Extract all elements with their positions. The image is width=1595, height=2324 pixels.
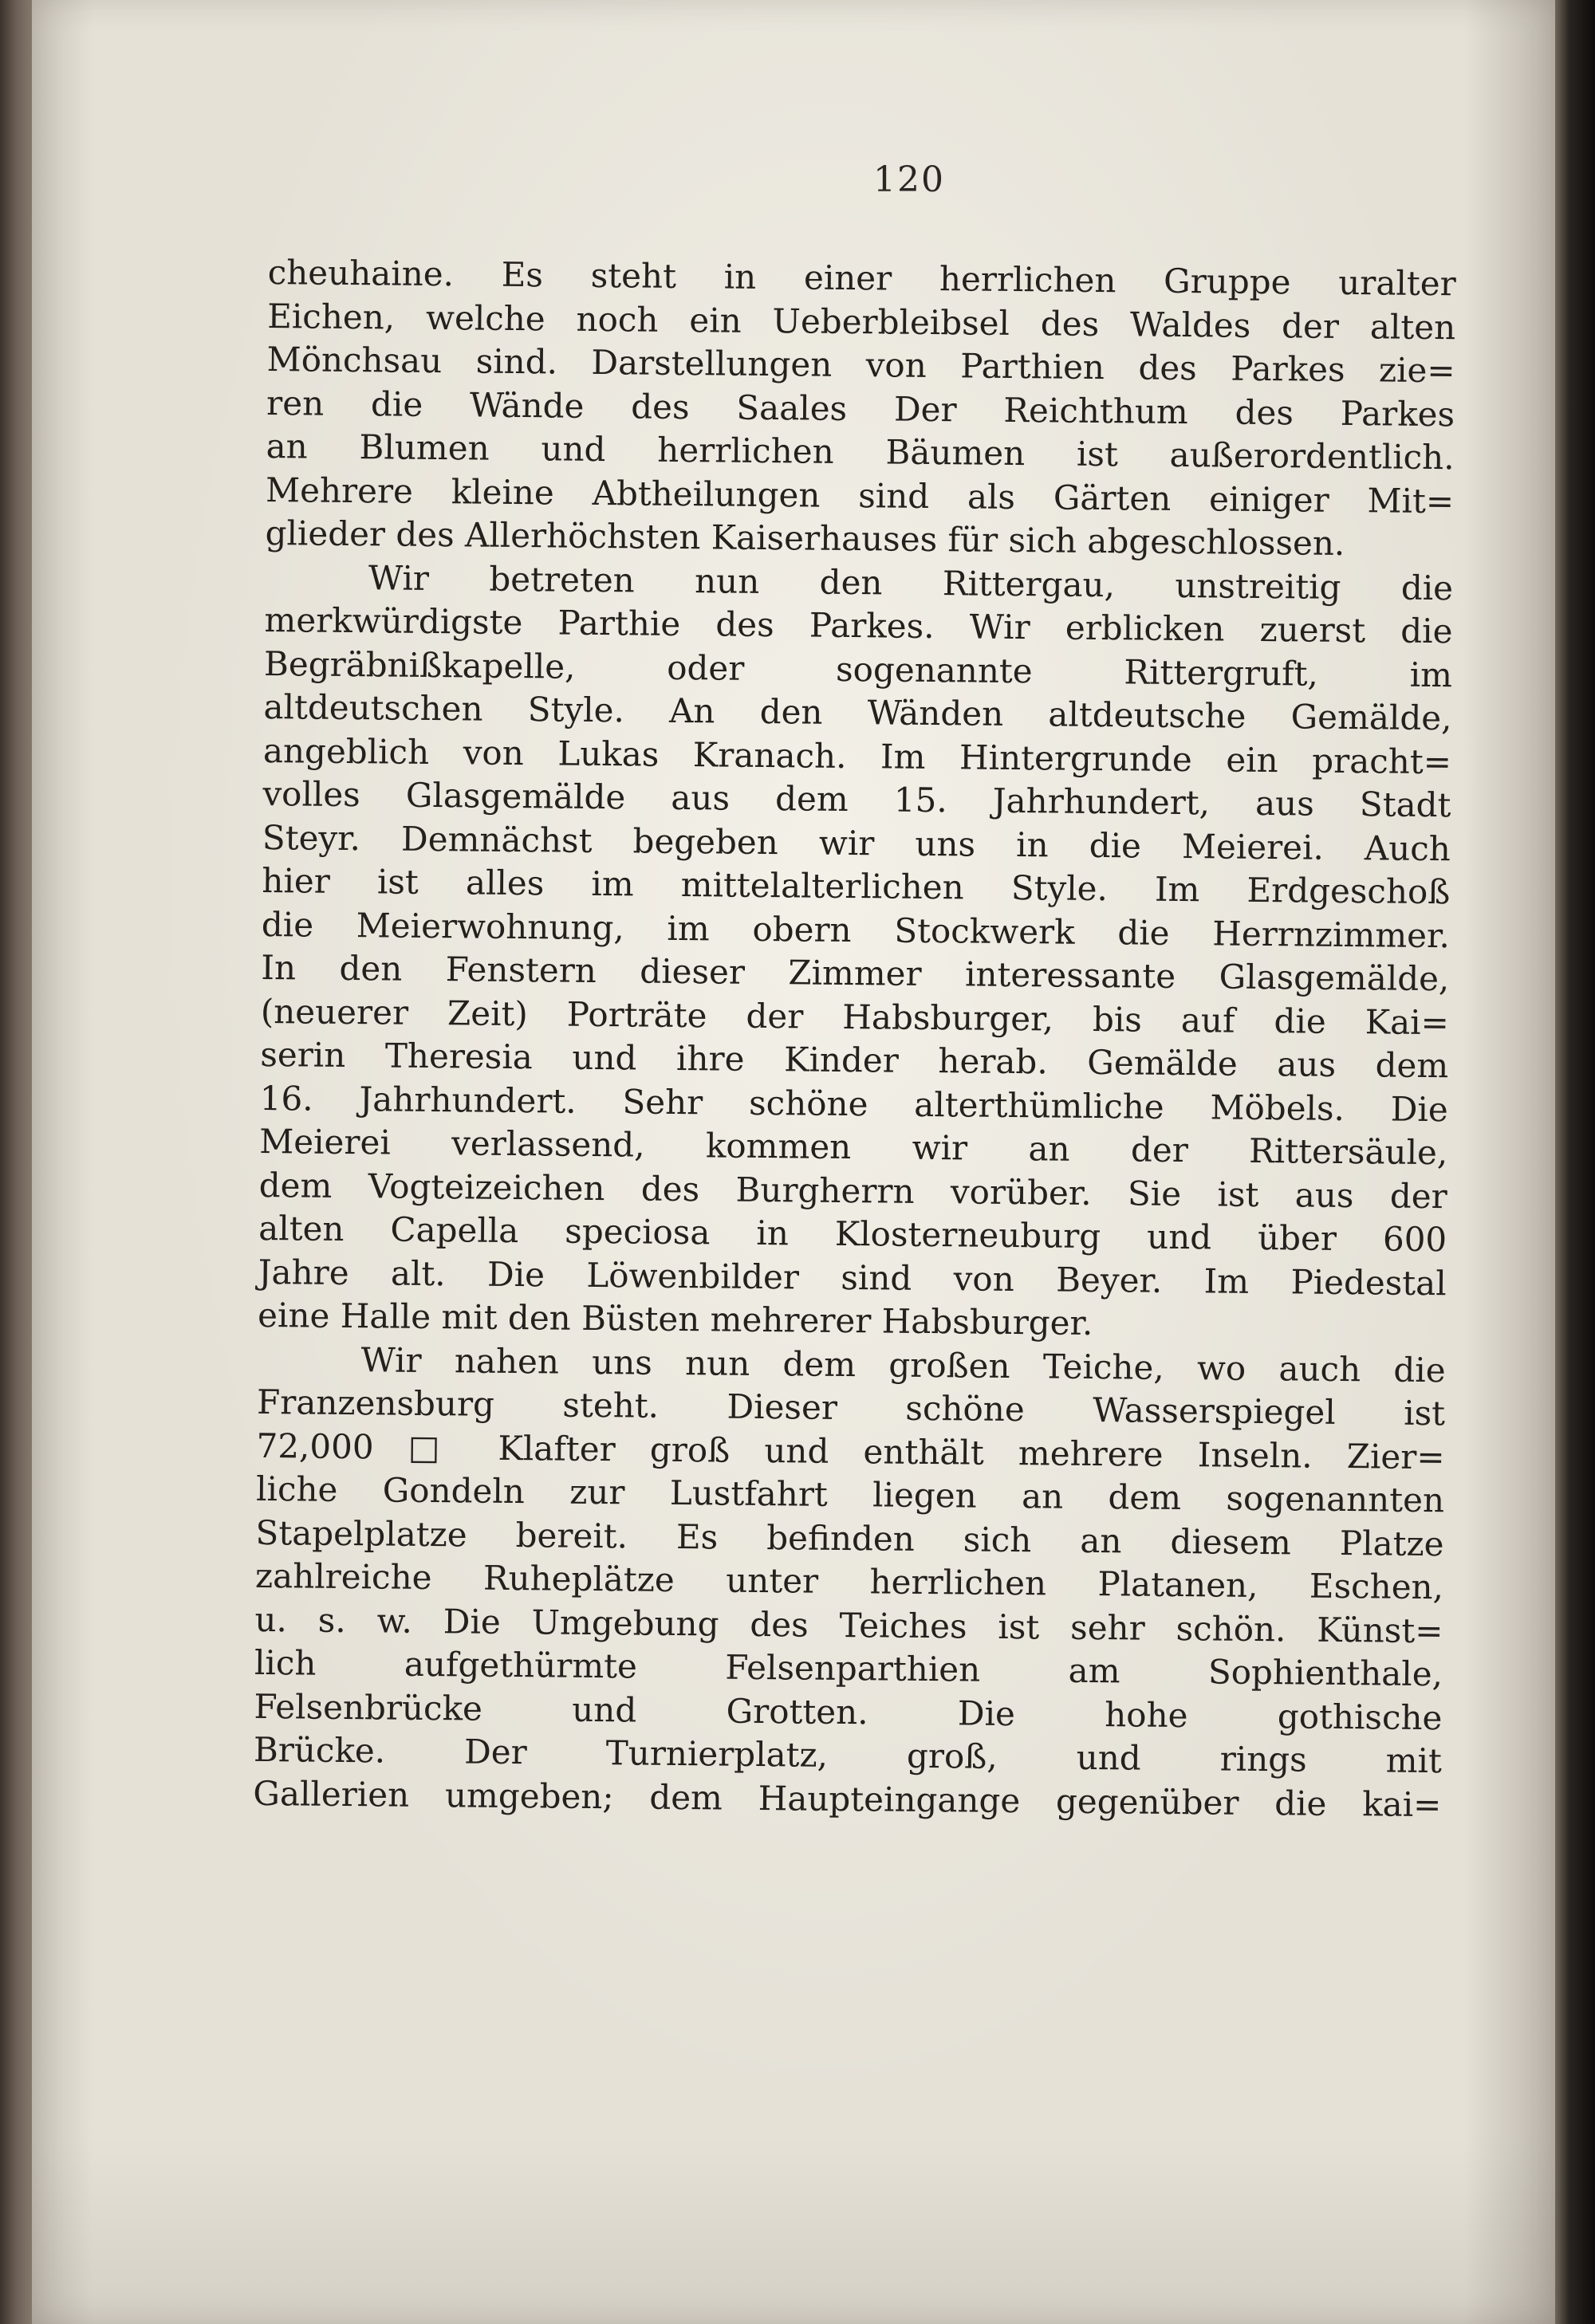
text-line: cheuhaine. Es steht in einer herrlichen Gruppe uralter — [267, 252, 1456, 304]
page-number: 120 — [873, 159, 945, 200]
text-line: serin Theresia und ihre Kinder herab. Gemälde aus dem — [260, 1034, 1449, 1086]
text-line: Begräbnißkapelle, oder sogenannte Rittergruft, im — [263, 643, 1453, 694]
page-edge-shadow — [1555, 0, 1595, 2324]
text-line: Wir betreten nun den Rittergau, unstreitig die — [368, 557, 1454, 608]
text-line: dem Vogteizeichen des Burgherrn vorüber. Sie ist aus der — [258, 1165, 1447, 1216]
text-line: Wir nahen uns nun dem großen Teiche, wo auch die — [360, 1339, 1446, 1390]
text-line: 72,000 □ Klafter groß und enthält mehrere Inseln. Zier= — [256, 1425, 1445, 1477]
text-line: Franzensburg steht. Dieser schöne Wasserspiegel ist — [256, 1382, 1446, 1433]
text-line: Eichen, welche noch ein Ueberbleibsel des Waldes der alten — [266, 296, 1456, 347]
text-line: die Meierwohnung, im obern Stockwerk die Herrnzimmer. — [261, 904, 1451, 955]
text-line: Mönchsau sind. Darstellungen von Parthien des Parkes zie= — [266, 339, 1455, 391]
text-line: Gallerien umgeben; dem Haupteingange gegenüber die kai= — [253, 1773, 1442, 1824]
body-text — [253, 251, 1456, 1827]
text-line: volles Glasgemälde aus dem 15. Jahrhundert, aus Stadt — [262, 773, 1451, 825]
text-line: liche Gondeln zur Lustfahrt liegen an dem sogenannten — [255, 1469, 1445, 1520]
paper-page — [32, 0, 1555, 2324]
text-line: Steyr. Demnächst begeben wir uns in die Meierei. Auch — [262, 817, 1451, 868]
text-line: 16. Jahrhundert. Sehr schöne alterthümliche Möbels. Die — [259, 1078, 1448, 1129]
text-line: merkwürdigste Parthie des Parkes. Wir erblicken zuerst die — [264, 600, 1453, 651]
text-line: lich aufgethürmte Felsenparthien am Sophienthale, — [254, 1642, 1443, 1694]
text-line: eine Halle mit den Büsten mehrerer Habsburger. — [257, 1295, 1093, 1343]
text-line: hier ist alles im mittelalterlichen Style. Im Erdgeschoß — [262, 860, 1451, 912]
text-line: glieder des Allerhöchsten Kaiserhauses für sich abgeschlossen. — [265, 513, 1345, 563]
text-line: angeblich von Lukas Kranach. Im Hintergrunde ein pracht= — [262, 730, 1452, 781]
text-line: Felsenbrücke und Grotten. Die hohe gothische — [254, 1686, 1443, 1737]
text-line: altdeutschen Style. An den Wänden altdeutsche Gemälde, — [263, 686, 1452, 738]
text-line: alten Capella speciosa in Klosterneuburg und über 600 — [258, 1208, 1447, 1260]
text-line: u. s. w. Die Umgebung des Teiches ist sehr schön. Künst= — [254, 1599, 1443, 1650]
text-line: zahlreiche Ruheplätze unter herrlichen Platanen, Eschen, — [254, 1555, 1444, 1607]
text-line: Brücke. Der Turnierplatz, groß, und rings mit — [253, 1729, 1443, 1781]
text-line: (neuerer Zeit) Porträte der Habsburger, bis auf die Kai= — [260, 991, 1450, 1042]
text-line: Meierei verlassend, kommen wir an der Rittersäule, — [259, 1121, 1448, 1173]
text-line: Stapelplatze bereit. Es befinden sich an diesem Platze — [255, 1512, 1444, 1563]
text-line: Mehrere kleine Abtheilungen sind als Gärten einiger Mit= — [265, 470, 1455, 521]
text-line: an Blumen und herrlichen Bäumen ist außerordentlich. — [266, 426, 1455, 478]
text-line: Jahre alt. Die Löwenbilder sind von Beyer. Im Piedestal — [258, 1252, 1447, 1303]
text-line: In den Fenstern dieser Zimmer interessante Glasgemälde, — [261, 947, 1450, 999]
text-line: ren die Wände des Saales Der Reichthum des Parkes — [266, 383, 1455, 434]
